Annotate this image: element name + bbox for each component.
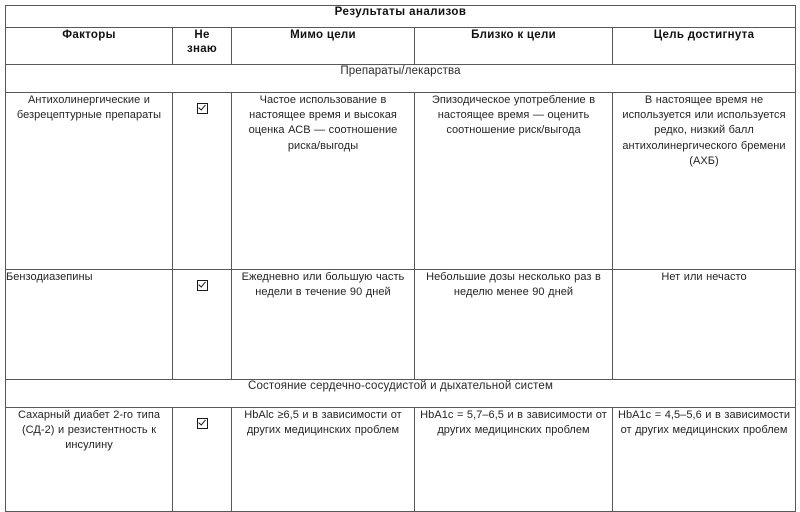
cell-at-goal: HbA1c = 4,5–5,6 и в зависимости от других медицинских проблем [613, 408, 796, 512]
analysis-results-table [5, 5, 796, 512]
column-header-off-goal: Мимо цели [232, 28, 415, 65]
cell-factor: Антихолинергические и безрецептурные препараты [6, 93, 173, 270]
cell-off-goal: Ежедневно или большую часть недели в течение 90 дней [232, 270, 415, 380]
checked-checkbox-icon[interactable] [197, 418, 208, 429]
cell-at-goal: В настоящее время не используется или используется редко, низкий балл антихолинергического бремени (АХБ) [613, 93, 796, 270]
cell-at-goal: Нет или нечасто [613, 270, 796, 380]
column-header-dont-know [173, 28, 232, 65]
table-row [6, 408, 796, 512]
cell-factor: Сахарный диабет 2-го типа (СД-2) и резистентность к инсулину [6, 408, 173, 512]
checked-checkbox-icon[interactable] [197, 280, 208, 291]
cell-off-goal: Частое использование в настоящее время и высокая оценка АСВ — соотношение риска/выгоды [232, 93, 415, 270]
page-title: Результаты анализов [6, 6, 796, 28]
column-header-factors: Факторы [6, 28, 173, 65]
column-header-at-goal: Цель достигнута [613, 28, 796, 65]
table-row [6, 93, 796, 270]
cell-dont-know-checkbox[interactable] [173, 408, 232, 512]
section-heading-medications: Препараты/лекарства [6, 65, 796, 93]
section-heading-row [6, 65, 796, 93]
table-title-row [6, 6, 796, 28]
column-header-row [6, 28, 796, 65]
table-row [6, 270, 796, 380]
column-header-dont-know-line1: Не [194, 29, 210, 41]
cell-factor: Бензодиазепины [6, 270, 173, 380]
cell-off-goal: HbAlc ≥6,5 и в зависимости от других медицинских проблем [232, 408, 415, 512]
cell-near-goal: HbA1c = 5,7–6,5 и в зависимости от других медицинских проблем [415, 408, 613, 512]
column-header-near-goal: Близко к цели [415, 28, 613, 65]
cell-near-goal: Небольшие дозы несколько раз в неделю менее 90 дней [415, 270, 613, 380]
cell-near-goal: Эпизодическое употребление в настоящее время — оценить соотношение риск/выгода [415, 93, 613, 270]
cell-dont-know-checkbox[interactable] [173, 270, 232, 380]
checked-checkbox-icon[interactable] [197, 103, 208, 114]
section-heading-cardio-respiratory: Состояние сердечно-сосудистой и дыхательной систем [6, 380, 796, 408]
section-heading-row [6, 380, 796, 408]
column-header-dont-know-line2: знаю [186, 43, 218, 55]
cell-dont-know-checkbox[interactable] [173, 93, 232, 270]
